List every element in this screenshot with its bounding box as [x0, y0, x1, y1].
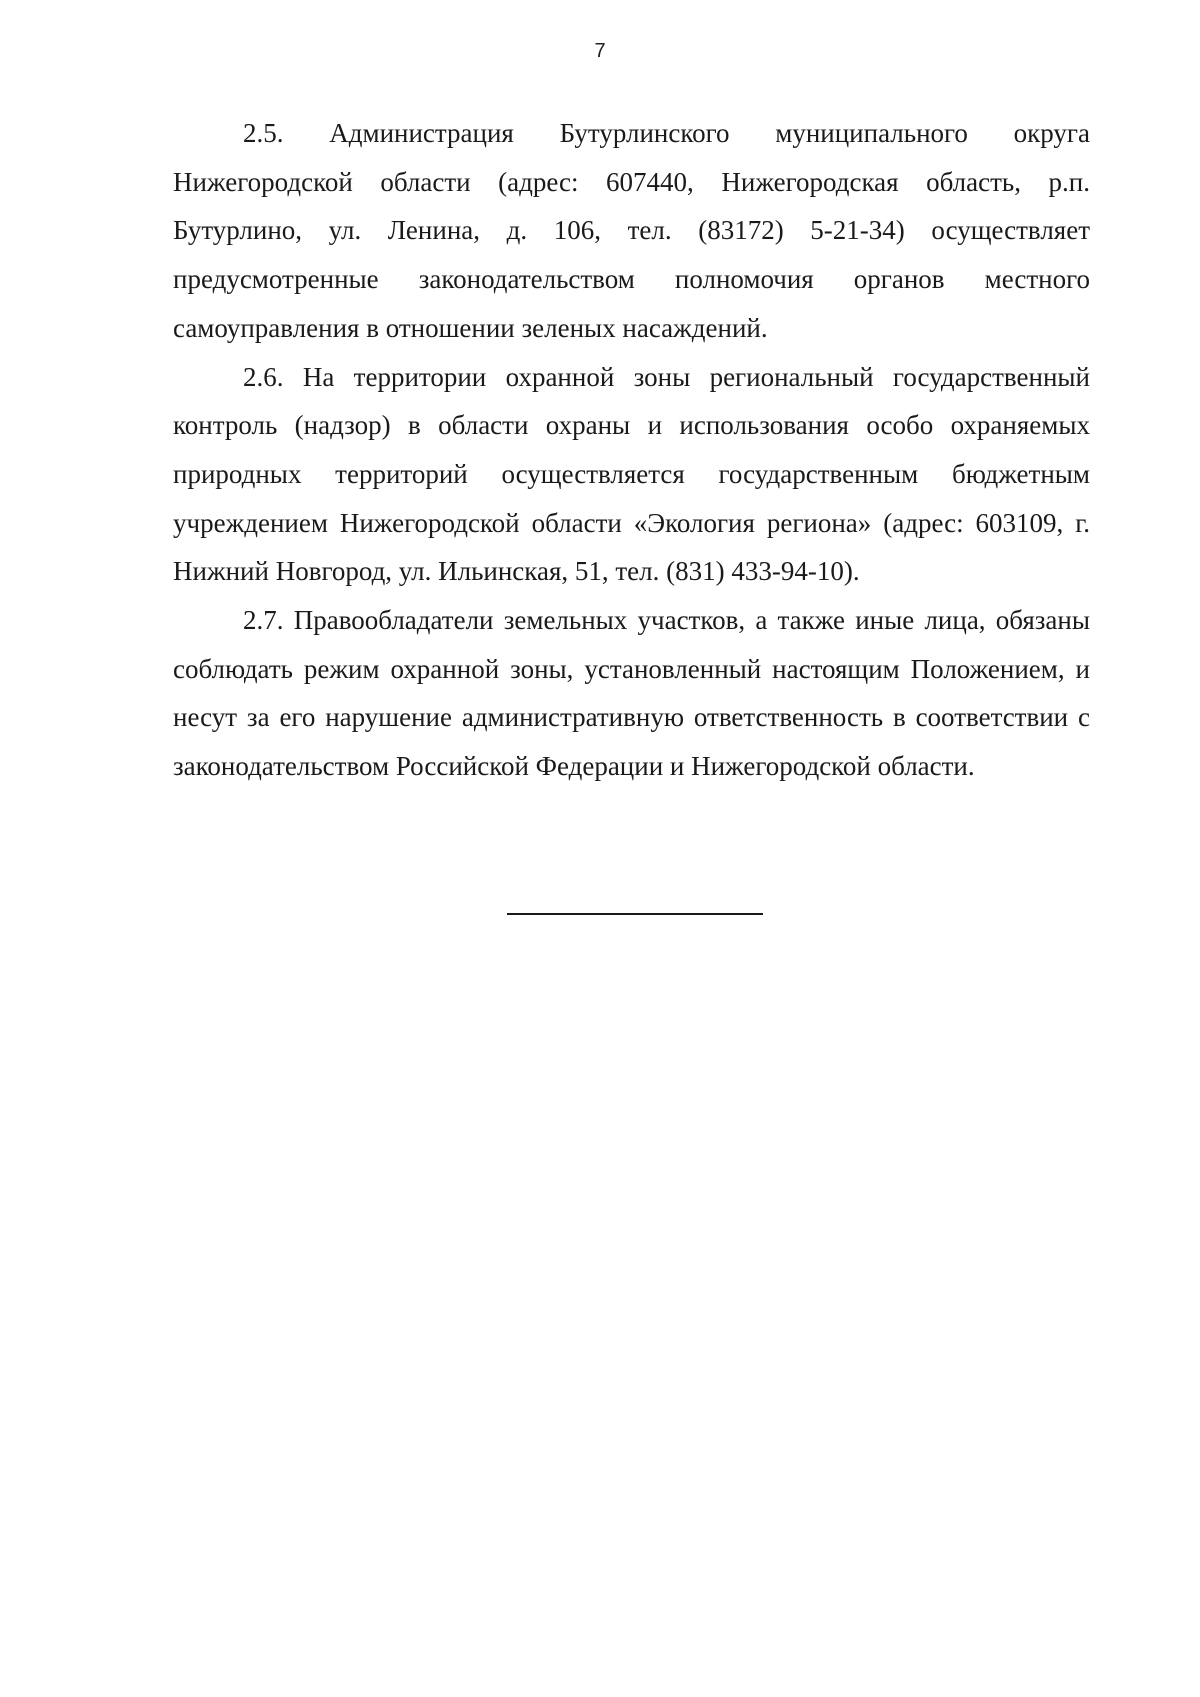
paragraph-2-7: 2.7. Правообладатели земельных участков, а также иные лица, обязаны соблюдать режим охранной зоны, установленный настоящим Положением, и несут за его нарушение административную ответственность в соответствии с законодательством Российской Федерации и Нижегородской области.: [173, 605, 1090, 782]
paragraph-2-5: 2.5. Администрация Бутурлинского муниципального округа Нижегородской области (адрес: 607440, Нижегородская область, р.п. Бутурлино, ул. Ленина, д. 106, тел. (83172) 5-21-34) осуществляет предусмотренные законодательством полномочия органов местного самоуправления в отношении зеленых насаждений.: [173, 118, 1090, 343]
paragraph-2-6: 2.6. На территории охранной зоны региональный государственный контроль (надзор) в области охраны и использования особо охраняемых природных территорий осуществляется государственным бюджетным учреждением Нижегородской области «Экология региона» (адрес: 603109, г. Нижний Новгород, ул. Ильинская, 51, тел. (831) 433-94-10).: [173, 361, 1090, 587]
end-separator-line: [507, 913, 763, 915]
page-number: 7: [594, 40, 606, 62]
document-body: [173, 109, 1090, 791]
